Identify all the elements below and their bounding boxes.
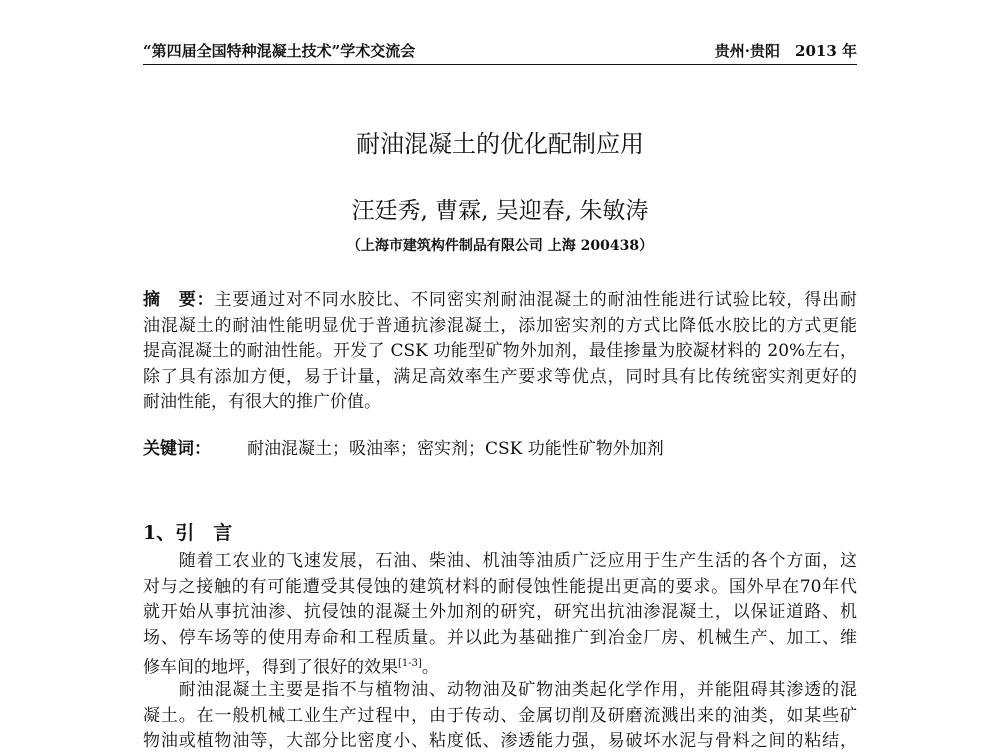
abstract-line: 主要通过对不同水胶比、不同密实剂耐油混凝土的耐油性能进行试验比较，得出耐: [214, 290, 857, 310]
body-line: 凝土。在一般机械工业生产过程中，由于传动、金属切削及研磨流溅出来的油类，如某些矿: [143, 705, 857, 726]
keywords-text: 耐油混凝土；吸油率；密实剂；CSK 功能性矿物外加剂: [247, 439, 664, 459]
punctuation: 。: [421, 657, 439, 677]
abstract-line: 除了具有添加方便，易于计量，满足高效率生产要求等优点，同时具有比传统密实剂更好的: [143, 366, 857, 387]
abstract-label: 摘 要：: [143, 290, 215, 310]
abstract-line: 油混凝土的耐油性能明显优于普通抗渗混凝土，添加密实剂的方式比降低水胶比的方式更能: [143, 315, 857, 336]
intro-paragraph-2: [143, 678, 857, 755]
running-header-conference: “第四届全国特种混凝土技术”学术交流会: [143, 42, 416, 60]
body-line: 对与之接触的有可能遭受其侵蚀的建筑材料的耐侵蚀性能提出更高的要求。国外早在70年代: [143, 576, 857, 597]
body-line: 修车间的地坪，得到了很好的效果: [143, 657, 398, 677]
body-line: 耐油混凝土主要是指不与植物油、动物油及矿物油类起化学作用，并能阻碍其渗透的混: [143, 680, 857, 700]
abstract-line: 提高混凝土的耐油性能。开发了 CSK 功能型矿物外加剂，最佳掺量为胶凝材料的 20%左右，: [143, 341, 857, 361]
keywords: [143, 434, 664, 459]
body-line: 随着工农业的飞速发展，石油、柴油、机油等油质广泛应用于生产生活的各个方面，这: [143, 551, 857, 571]
abstract-line: 耐油性能，有很大的推广价值。: [143, 392, 381, 412]
body-line: 就开始从事抗油渗、抗侵蚀的混凝土外加剂的研究，研究出抗油渗混凝土，以保证道路、机: [143, 602, 857, 622]
citation-ref: [1-3]: [398, 658, 422, 669]
affiliation: （上海市建筑构件制品有限公司 上海 200438）: [346, 238, 654, 254]
paper-title: 耐油混凝土的优化配制应用: [356, 130, 644, 158]
keywords-label: 关键词：: [143, 439, 211, 459]
body-line: 场、停车场等的使用寿命和工程质量。并以此为基础推广到冶金厂房、机械生产、加工、维: [143, 627, 857, 648]
intro-paragraph-1: [143, 549, 857, 677]
authors: 汪廷秀, 曹霖, 吴迎春, 朱敏涛: [351, 198, 649, 224]
running-header-location-year: 贵州·贵阳 2013 年: [714, 42, 857, 60]
abstract: [143, 288, 857, 416]
header-rule: [143, 64, 857, 65]
body-line: 物油或植物油等，大部分比密度小、粘度低、渗透能力强，易破坏水泥与骨料之间的粘结，: [143, 731, 857, 751]
section-heading: 1、引 言: [143, 522, 233, 544]
